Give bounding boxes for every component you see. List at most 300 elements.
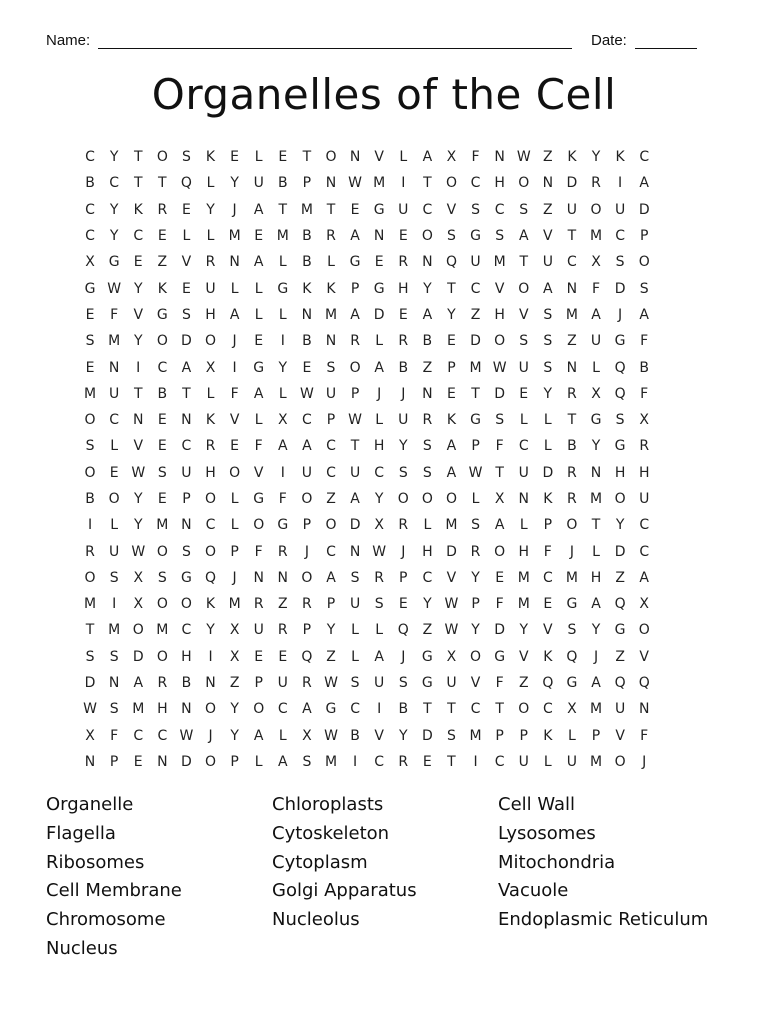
grid-letter[interactable]: K: [205, 412, 216, 429]
grid-letter[interactable]: J: [208, 727, 213, 744]
grid-letter[interactable]: E: [157, 438, 167, 455]
grid-letter[interactable]: M: [565, 569, 578, 586]
grid-letter[interactable]: L: [110, 438, 119, 455]
grid-letter[interactable]: Q: [205, 569, 217, 586]
grid-letter[interactable]: S: [471, 201, 480, 218]
grid-letter[interactable]: Q: [180, 175, 192, 192]
grid-letter[interactable]: C: [133, 228, 144, 245]
grid-letter[interactable]: Y: [230, 727, 239, 744]
grid-letter[interactable]: B: [302, 333, 312, 350]
grid-letter[interactable]: C: [567, 254, 577, 271]
grid-letter[interactable]: F: [495, 596, 504, 613]
grid-letter[interactable]: A: [639, 175, 649, 192]
grid-letter[interactable]: X: [446, 149, 457, 166]
grid-letter[interactable]: R: [567, 464, 577, 481]
grid-letter[interactable]: S: [85, 333, 95, 350]
grid-letter[interactable]: O: [229, 464, 241, 481]
grid-letter[interactable]: M: [517, 569, 530, 586]
grid-letter[interactable]: I: [280, 464, 285, 481]
grid-letter[interactable]: S: [615, 254, 625, 271]
grid-letter[interactable]: W: [492, 359, 507, 376]
grid-letter[interactable]: G: [253, 491, 265, 507]
grid-letter[interactable]: I: [401, 175, 406, 192]
grid-letter[interactable]: I: [232, 359, 237, 376]
grid-letter[interactable]: L: [254, 753, 263, 770]
grid-letter[interactable]: N: [566, 280, 578, 297]
grid-letter[interactable]: C: [639, 517, 650, 534]
grid-letter[interactable]: Q: [638, 675, 650, 692]
grid-letter[interactable]: R: [326, 228, 336, 245]
grid-letter[interactable]: N: [132, 412, 144, 429]
grid-letter[interactable]: P: [591, 727, 601, 744]
grid-letter[interactable]: F: [591, 280, 601, 297]
grid-letter[interactable]: R: [205, 438, 216, 455]
grid-letter[interactable]: N: [349, 149, 361, 166]
grid-letter[interactable]: V: [494, 280, 505, 297]
grid-letter[interactable]: W: [324, 727, 338, 744]
grid-letter[interactable]: F: [254, 438, 263, 455]
grid-letter[interactable]: C: [470, 701, 481, 718]
grid-letter[interactable]: Y: [326, 622, 336, 639]
grid-letter[interactable]: O: [156, 596, 168, 613]
grid-letter[interactable]: K: [205, 596, 216, 613]
grid-letter[interactable]: C: [85, 201, 95, 218]
grid-letter[interactable]: Y: [591, 149, 601, 166]
grid-letter[interactable]: T: [423, 701, 432, 718]
grid-letter[interactable]: N: [181, 517, 192, 534]
grid-letter[interactable]: U: [518, 753, 529, 770]
grid-letter[interactable]: A: [302, 438, 312, 455]
grid-letter[interactable]: E: [157, 412, 167, 429]
grid-letter[interactable]: N: [181, 412, 192, 429]
grid-letter[interactable]: N: [108, 675, 120, 692]
grid-letter[interactable]: P: [639, 228, 649, 245]
grid-letter[interactable]: F: [254, 543, 263, 560]
grid-letter[interactable]: T: [567, 412, 577, 429]
grid-letter[interactable]: X: [639, 412, 649, 429]
grid-letter[interactable]: X: [302, 727, 312, 744]
grid-letter[interactable]: G: [373, 280, 385, 297]
grid-letter[interactable]: S: [302, 753, 312, 770]
grid-letter[interactable]: L: [254, 149, 263, 166]
grid-letter[interactable]: T: [133, 149, 143, 166]
grid-letter[interactable]: C: [470, 280, 481, 297]
grid-letter[interactable]: M: [589, 753, 603, 770]
grid-letter[interactable]: Y: [471, 622, 480, 639]
grid-letter[interactable]: X: [374, 517, 384, 534]
grid-letter[interactable]: U: [639, 491, 650, 507]
grid-letter[interactable]: D: [494, 385, 506, 402]
grid-letter[interactable]: G: [470, 412, 481, 429]
grid-letter[interactable]: Y: [423, 280, 432, 297]
grid-letter[interactable]: V: [543, 622, 553, 639]
grid-letter[interactable]: D: [566, 175, 578, 192]
grid-letter[interactable]: R: [567, 491, 577, 507]
grid-letter[interactable]: E: [85, 359, 95, 376]
grid-letter[interactable]: H: [422, 543, 433, 560]
grid-letter[interactable]: R: [302, 675, 312, 692]
grid-letter[interactable]: L: [543, 412, 552, 429]
grid-letter[interactable]: N: [566, 359, 578, 376]
grid-letter[interactable]: Y: [133, 280, 143, 297]
grid-letter[interactable]: L: [254, 280, 263, 297]
grid-letter[interactable]: P: [230, 753, 239, 770]
grid-letter[interactable]: M: [228, 596, 241, 613]
grid-letter[interactable]: G: [156, 306, 168, 323]
grid-letter[interactable]: R: [398, 517, 409, 534]
grid-letter[interactable]: H: [614, 464, 626, 481]
grid-letter[interactable]: E: [543, 596, 553, 613]
grid-letter[interactable]: E: [109, 464, 119, 481]
grid-letter[interactable]: H: [494, 306, 505, 323]
grid-letter[interactable]: M: [276, 228, 289, 245]
grid-letter[interactable]: O: [638, 254, 650, 271]
grid-letter[interactable]: C: [277, 701, 288, 718]
grid-letter[interactable]: T: [567, 228, 577, 245]
grid-letter[interactable]: I: [208, 648, 213, 665]
grid-letter[interactable]: Y: [615, 517, 625, 534]
grid-letter[interactable]: Y: [206, 201, 215, 218]
grid-letter[interactable]: K: [326, 280, 336, 297]
grid-letter[interactable]: W: [372, 543, 387, 560]
grid-letter[interactable]: P: [230, 543, 239, 560]
grid-letter[interactable]: U: [205, 280, 216, 297]
grid-letter[interactable]: T: [302, 149, 312, 166]
grid-letter[interactable]: N: [157, 753, 168, 770]
grid-letter[interactable]: E: [254, 228, 264, 245]
grid-letter[interactable]: C: [374, 753, 385, 770]
grid-letter[interactable]: Z: [157, 254, 168, 271]
grid-letter[interactable]: S: [567, 622, 577, 639]
grid-letter[interactable]: A: [591, 306, 601, 323]
grid-letter[interactable]: V: [543, 228, 553, 245]
grid-letter[interactable]: D: [638, 201, 650, 218]
grid-letter[interactable]: Y: [591, 438, 601, 455]
grid-letter[interactable]: R: [591, 175, 601, 192]
grid-letter[interactable]: L: [230, 491, 239, 507]
grid-letter[interactable]: P: [350, 280, 360, 297]
grid-letter[interactable]: R: [639, 438, 650, 455]
grid-letter[interactable]: U: [566, 753, 578, 770]
grid-letter[interactable]: N: [590, 464, 602, 481]
grid-letter[interactable]: R: [253, 596, 264, 613]
grid-letter[interactable]: G: [590, 412, 602, 429]
grid-letter[interactable]: U: [590, 333, 602, 350]
grid-letter[interactable]: P: [302, 517, 312, 534]
grid-letter[interactable]: L: [278, 385, 287, 402]
grid-letter[interactable]: P: [109, 753, 119, 770]
grid-letter[interactable]: S: [398, 464, 408, 481]
grid-letter[interactable]: N: [325, 333, 337, 350]
grid-letter[interactable]: Z: [278, 596, 288, 613]
grid-letter[interactable]: I: [112, 596, 117, 613]
grid-letter[interactable]: W: [83, 701, 97, 718]
grid-letter[interactable]: V: [133, 306, 144, 323]
grid-letter[interactable]: E: [495, 569, 505, 586]
grid-letter[interactable]: O: [325, 149, 337, 166]
grid-letter[interactable]: I: [618, 175, 623, 192]
grid-letter[interactable]: S: [109, 701, 119, 718]
grid-letter[interactable]: E: [350, 201, 360, 218]
grid-letter[interactable]: P: [495, 727, 504, 744]
grid-letter[interactable]: U: [109, 543, 120, 560]
grid-letter[interactable]: Y: [398, 438, 408, 455]
grid-letter[interactable]: O: [253, 701, 265, 718]
grid-letter[interactable]: M: [589, 228, 603, 245]
grid-letter[interactable]: O: [470, 648, 482, 665]
grid-letter[interactable]: A: [229, 306, 240, 323]
grid-letter[interactable]: C: [374, 464, 385, 481]
grid-letter[interactable]: Y: [230, 175, 239, 192]
grid-letter[interactable]: R: [567, 385, 577, 402]
grid-letter[interactable]: M: [156, 622, 169, 639]
grid-letter[interactable]: D: [84, 675, 96, 692]
grid-letter[interactable]: V: [470, 675, 481, 692]
grid-letter[interactable]: C: [494, 753, 505, 770]
grid-letter[interactable]: V: [518, 306, 529, 323]
grid-letter[interactable]: L: [375, 333, 384, 350]
grid-letter[interactable]: C: [470, 175, 481, 192]
grid-letter[interactable]: M: [324, 753, 338, 770]
grid-letter[interactable]: Y: [133, 333, 143, 350]
grid-letter[interactable]: A: [278, 753, 288, 770]
grid-letter[interactable]: O: [205, 491, 217, 507]
grid-letter[interactable]: S: [447, 228, 456, 245]
grid-letter[interactable]: H: [373, 438, 385, 455]
grid-letter[interactable]: A: [278, 438, 288, 455]
grid-letter[interactable]: Y: [133, 491, 143, 507]
grid-letter[interactable]: I: [353, 753, 358, 770]
grid-letter[interactable]: O: [108, 491, 120, 507]
grid-letter[interactable]: S: [519, 333, 529, 350]
grid-letter[interactable]: V: [374, 727, 384, 744]
grid-letter[interactable]: Z: [229, 675, 240, 692]
grid-letter[interactable]: O: [156, 543, 168, 560]
grid-letter[interactable]: C: [326, 464, 336, 481]
grid-letter[interactable]: D: [181, 753, 192, 770]
grid-letter[interactable]: B: [302, 228, 312, 245]
grid-letter[interactable]: L: [278, 727, 287, 744]
grid-letter[interactable]: Z: [518, 675, 529, 692]
grid-letter[interactable]: A: [253, 201, 264, 218]
grid-letter[interactable]: N: [205, 675, 216, 692]
grid-letter[interactable]: C: [133, 727, 144, 744]
grid-letter[interactable]: O: [614, 491, 626, 507]
grid-letter[interactable]: R: [157, 201, 168, 218]
grid-letter[interactable]: X: [229, 648, 240, 665]
grid-letter[interactable]: S: [447, 727, 456, 744]
grid-letter[interactable]: L: [519, 412, 528, 429]
grid-letter[interactable]: H: [205, 464, 216, 481]
grid-letter[interactable]: F: [230, 385, 239, 402]
grid-letter[interactable]: O: [132, 622, 144, 639]
grid-letter[interactable]: O: [518, 280, 530, 297]
grid-letter[interactable]: O: [349, 359, 361, 376]
grid-letter[interactable]: S: [422, 438, 432, 455]
grid-letter[interactable]: G: [494, 648, 506, 665]
grid-letter[interactable]: S: [495, 228, 505, 245]
grid-letter[interactable]: T: [591, 517, 601, 534]
grid-letter[interactable]: J: [618, 306, 623, 323]
grid-letter[interactable]: Y: [230, 701, 239, 718]
grid-letter[interactable]: A: [591, 596, 601, 613]
grid-letter[interactable]: T: [133, 385, 143, 402]
grid-letter[interactable]: O: [638, 622, 650, 639]
grid-letter[interactable]: A: [253, 254, 264, 271]
grid-letter[interactable]: L: [254, 306, 263, 323]
grid-letter[interactable]: O: [180, 596, 192, 613]
grid-letter[interactable]: Y: [109, 201, 119, 218]
grid-letter[interactable]: U: [253, 622, 264, 639]
grid-letter[interactable]: N: [301, 306, 313, 323]
grid-letter[interactable]: C: [157, 727, 168, 744]
grid-letter[interactable]: M: [469, 359, 482, 376]
grid-letter[interactable]: D: [494, 622, 506, 639]
grid-letter[interactable]: T: [133, 175, 143, 192]
grid-letter[interactable]: U: [277, 675, 288, 692]
grid-letter[interactable]: B: [277, 175, 288, 192]
grid-letter[interactable]: A: [543, 280, 553, 297]
grid-letter[interactable]: H: [157, 701, 168, 718]
grid-letter[interactable]: M: [493, 254, 506, 271]
grid-letter[interactable]: A: [253, 385, 264, 402]
grid-letter[interactable]: O: [614, 753, 626, 770]
grid-letter[interactable]: J: [401, 385, 406, 402]
grid-letter[interactable]: X: [591, 254, 601, 271]
grid-letter[interactable]: X: [229, 622, 240, 639]
grid-letter[interactable]: S: [181, 306, 191, 323]
grid-letter[interactable]: Z: [326, 648, 336, 665]
grid-letter[interactable]: E: [374, 254, 384, 271]
grid-letter[interactable]: T: [447, 753, 456, 770]
grid-letter[interactable]: S: [471, 517, 480, 534]
grid-letter[interactable]: E: [230, 149, 240, 166]
grid-letter[interactable]: T: [447, 280, 456, 297]
grid-letter[interactable]: A: [639, 306, 649, 323]
grid-letter[interactable]: T: [447, 701, 456, 718]
grid-letter[interactable]: B: [181, 675, 192, 692]
grid-letter[interactable]: W: [131, 543, 146, 560]
grid-letter[interactable]: E: [133, 254, 143, 271]
grid-letter[interactable]: F: [110, 306, 119, 323]
grid-letter[interactable]: M: [108, 622, 121, 639]
grid-letter[interactable]: K: [133, 201, 143, 218]
grid-letter[interactable]: V: [374, 149, 384, 166]
grid-letter[interactable]: S: [374, 596, 384, 613]
grid-letter[interactable]: P: [350, 385, 360, 402]
grid-letter[interactable]: M: [132, 701, 145, 718]
grid-letter[interactable]: A: [446, 464, 457, 481]
grid-letter[interactable]: C: [109, 175, 120, 192]
grid-letter[interactable]: A: [494, 517, 505, 534]
grid-letter[interactable]: L: [206, 228, 215, 245]
grid-letter[interactable]: C: [85, 228, 95, 245]
grid-letter[interactable]: W: [131, 464, 146, 481]
grid-letter[interactable]: D: [373, 306, 385, 323]
grid-letter[interactable]: P: [326, 412, 336, 429]
grid-letter[interactable]: E: [398, 596, 408, 613]
grid-letter[interactable]: O: [301, 569, 313, 586]
grid-letter[interactable]: A: [181, 359, 192, 376]
grid-letter[interactable]: S: [615, 412, 625, 429]
grid-letter[interactable]: W: [348, 412, 362, 429]
grid-letter[interactable]: G: [614, 438, 626, 455]
grid-letter[interactable]: N: [638, 701, 650, 718]
grid-letter[interactable]: Y: [543, 385, 553, 402]
grid-letter[interactable]: K: [543, 727, 553, 744]
grid-letter[interactable]: O: [590, 201, 602, 218]
grid-letter[interactable]: L: [399, 149, 408, 166]
grid-letter[interactable]: O: [205, 701, 217, 718]
grid-letter[interactable]: U: [542, 254, 553, 271]
grid-letter[interactable]: G: [277, 280, 289, 297]
grid-letter[interactable]: H: [398, 280, 409, 297]
grid-letter[interactable]: W: [444, 622, 459, 639]
grid-letter[interactable]: C: [205, 517, 216, 534]
grid-letter[interactable]: J: [304, 543, 309, 560]
grid-letter[interactable]: R: [277, 622, 288, 639]
grid-letter[interactable]: O: [205, 543, 217, 560]
grid-letter[interactable]: W: [299, 385, 314, 402]
grid-letter[interactable]: O: [566, 517, 578, 534]
grid-letter[interactable]: X: [205, 359, 216, 376]
grid-letter[interactable]: R: [302, 596, 312, 613]
grid-letter[interactable]: B: [398, 359, 409, 376]
grid-letter[interactable]: N: [349, 543, 361, 560]
grid-letter[interactable]: U: [398, 412, 409, 429]
grid-letter[interactable]: Y: [278, 359, 288, 376]
grid-letter[interactable]: D: [614, 543, 626, 560]
grid-letter[interactable]: N: [181, 701, 192, 718]
grid-letter[interactable]: D: [446, 543, 457, 560]
grid-letter[interactable]: I: [473, 753, 478, 770]
grid-letter[interactable]: D: [542, 464, 554, 481]
grid-letter[interactable]: G: [373, 201, 385, 218]
grid-letter[interactable]: Y: [206, 622, 215, 639]
grid-letter[interactable]: S: [85, 648, 95, 665]
grid-letter[interactable]: U: [349, 464, 361, 481]
grid-letter[interactable]: G: [614, 622, 626, 639]
grid-letter[interactable]: O: [397, 491, 409, 507]
grid-letter[interactable]: P: [399, 569, 408, 586]
grid-letter[interactable]: Q: [614, 596, 626, 613]
grid-letter[interactable]: F: [110, 727, 119, 744]
grid-letter[interactable]: M: [589, 491, 603, 507]
grid-letter[interactable]: E: [230, 438, 240, 455]
grid-letter[interactable]: S: [109, 569, 119, 586]
grid-letter[interactable]: A: [350, 491, 360, 507]
grid-letter[interactable]: E: [133, 753, 143, 770]
grid-letter[interactable]: T: [182, 385, 191, 402]
grid-letter[interactable]: F: [640, 385, 649, 402]
grid-letter[interactable]: O: [301, 491, 313, 507]
grid-letter[interactable]: A: [639, 569, 649, 586]
grid-letter[interactable]: E: [181, 201, 191, 218]
grid-letter[interactable]: Y: [519, 622, 529, 639]
grid-letter[interactable]: Z: [615, 648, 625, 665]
grid-letter[interactable]: C: [542, 569, 553, 586]
grid-letter[interactable]: F: [640, 727, 649, 744]
grid-letter[interactable]: W: [324, 675, 338, 692]
grid-letter[interactable]: E: [398, 306, 408, 323]
grid-letter[interactable]: A: [326, 569, 336, 586]
grid-letter[interactable]: Z: [543, 149, 553, 166]
grid-letter[interactable]: V: [639, 648, 649, 665]
grid-letter[interactable]: Z: [470, 306, 481, 323]
grid-letter[interactable]: H: [494, 175, 505, 192]
grid-letter[interactable]: U: [614, 701, 626, 718]
grid-letter[interactable]: G: [253, 359, 265, 376]
